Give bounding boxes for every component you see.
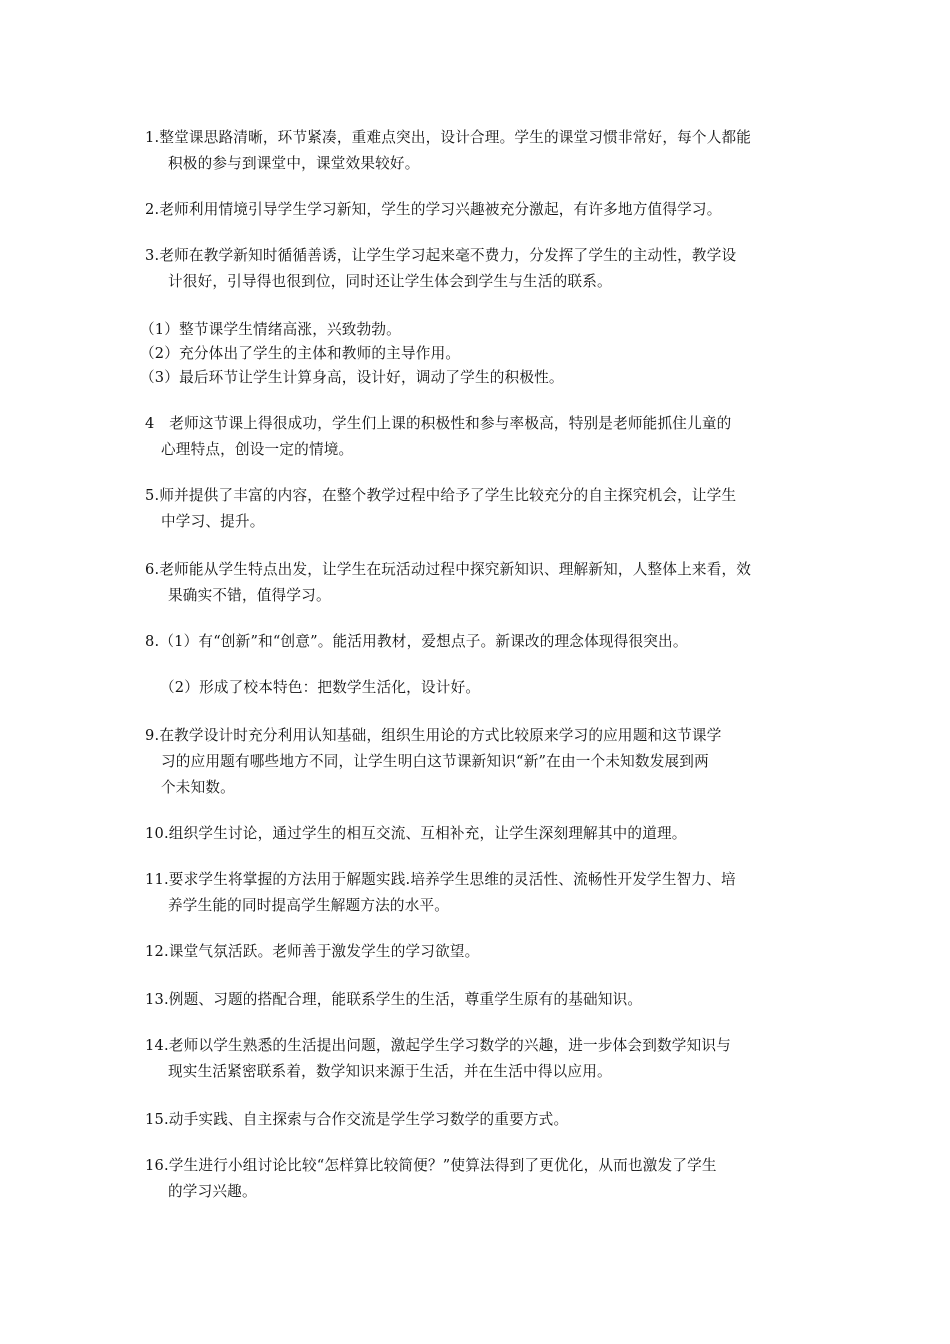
item-4-line-1: 4 老师这节课上得很成功，学生们上课的积极性和参与率极高，特别是老师能抓住儿童的 (145, 415, 732, 432)
item-12-line-1: 12.课堂气氛活跃。老师善于激发学生的学习欲望。 (145, 943, 480, 960)
item-5-line-1: 5.师并提供了丰富的内容，在整个教学过程中给予了学生比较充分的自主探究机会，让学生 (145, 487, 737, 504)
item-9-line-1: 9.在教学设计时充分利用认知基础，组织生用论的方式比较原来学习的应用题和这节课学 (145, 727, 722, 744)
item-9-line-3: 个未知数。 (161, 779, 235, 796)
item-6-line-2: 果确实不错，值得学习。 (168, 587, 331, 604)
item-6-line-1: 6.老师能从学生特点出发，让学生在玩活动过程中探究新知识、理解新知，人整体上来看，效 (145, 561, 752, 578)
sub-item-1: （1）整节课学生情绪高涨，兴致勃勃。 (140, 321, 401, 338)
item-15-line-1: 15.动手实践、自主探索与合作交流是学生学习数学的重要方式。 (145, 1111, 569, 1128)
item-3-line-1: 3.老师在教学新知时循循善诱，让学生学习起来毫不费力，分发挥了学生的主动性，教学设 (145, 247, 737, 264)
item-10-line-1: 10.组织学生讨论，通过学生的相互交流、互相补充，让学生深刻理解其中的道理。 (145, 825, 687, 842)
item-11-line-1: 11.要求学生将掌握的方法用于解题实践.培养学生思维的灵活性、流畅性开发学生智力、培 (145, 871, 736, 888)
item-16-line-1: 16.学生进行小组讨论比较“怎样算比较简便？”使算法得到了更优化，从而也激发了学生 (145, 1157, 717, 1174)
item-14-line-2: 现实生活紧密联系着，数学知识来源于生活，并在生活中得以应用。 (168, 1063, 612, 1080)
item-5-line-2: 中学习、提升。 (161, 513, 265, 530)
item-11-line-2: 养学生能的同时提高学生解题方法的水平。 (168, 897, 450, 914)
item-3-line-2: 计很好，引导得也很到位，同时还让学生体会到学生与生活的联系。 (168, 273, 612, 290)
item-16-line-2: 的学习兴趣。 (168, 1183, 257, 1200)
sub-item-2: （2）充分体出了学生的主体和教师的主导作用。 (140, 345, 461, 362)
item-4-line-2: 心理特点，创设一定的情境。 (161, 441, 354, 458)
item-2-line-1: 2.老师利用情境引导学生学习新知，学生的学习兴趣被充分激起，有许多地方值得学习。 (145, 201, 722, 218)
sub-item-3: （3）最后环节让学生计算身高，设计好，调动了学生的积极性。 (140, 369, 564, 386)
item-8-line-1: 8.（1）有“创新”和“创意”。能活用教材，爱想点子。新课改的理念体现得很突出。 (145, 633, 688, 650)
item-1-line-2: 积极的参与到课堂中，课堂效果较好。 (168, 155, 420, 172)
item-1-line-1: 1.整堂课思路清晰，环节紧凑，重难点突出，设计合理。学生的课堂习惯非常好，每个人都能 (145, 129, 752, 146)
item-13-line-1: 13.例题、习题的搭配合理，能联系学生的生活，尊重学生原有的基础知识。 (145, 991, 643, 1008)
item-14-line-1: 14.老师以学生熟悉的生活提出问题，激起学生学习数学的兴趣，进一步体会到数学知识与 (145, 1037, 731, 1054)
item-9-line-2: 习的应用题有哪些地方不同，让学生明白这节课新知识“新”在由一个未知数发展到两 (161, 753, 709, 770)
item-8-line-2: （2）形成了校本特色：把数学生活化，设计好。 (160, 679, 481, 696)
